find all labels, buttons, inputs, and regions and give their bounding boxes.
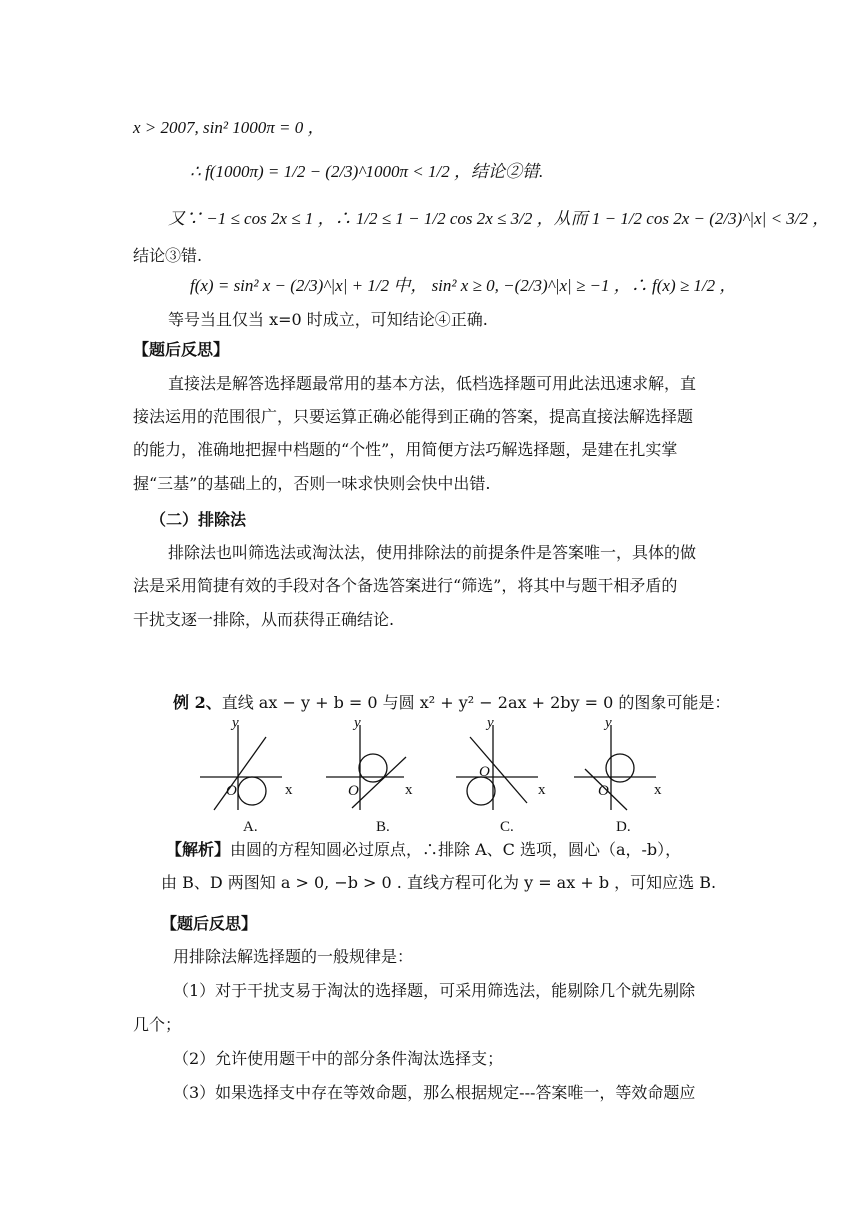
figure-a xyxy=(200,725,282,810)
solution-text: 由圆的方程知圆必过原点，∴排除 A、C 选项，圆心（a，-b）， xyxy=(230,840,682,859)
math-line-6: 等号当且仅当 x=0 时成立，可知结论④正确. xyxy=(168,310,488,329)
math-line-1: x > 2007, sin² 1000π = 0 ， xyxy=(133,118,325,137)
math-line-2: ∴ f(1000π) = 1/2 − (2/3)^1000π < 1/2 ，结论②错. xyxy=(190,162,544,181)
rule-3: （3）如果选择支中存在等效命题，那么根据规定---答案唯一，等效命题应 xyxy=(173,1083,696,1102)
solution-label: 【解析】 xyxy=(166,840,231,859)
x-axis-label: x xyxy=(654,782,662,798)
solution-line-2: 由 B、D 两图知 a > 0, −b > 0 . 直线方程可化为 y = ax + b ，可知应选 B. xyxy=(161,873,717,892)
paragraph-line: 接法运用的范围很广，只要运算正确必能得到正确的答案，提高直接法解选择题 xyxy=(133,407,694,426)
origin-label: O xyxy=(226,783,237,799)
heading-reflection-1: 【题后反思】 xyxy=(133,340,230,359)
solution-line-1 xyxy=(166,838,681,862)
figure-d xyxy=(574,725,656,810)
origin-label: O xyxy=(598,783,609,799)
y-axis-label: y xyxy=(487,715,494,731)
figure-c xyxy=(456,725,538,810)
math-line-4: 结论③错. xyxy=(133,246,203,265)
origin-label: O xyxy=(479,764,490,780)
paragraph-line: 直接法是解答选择题最常用的基本方法，低档选择题可用此法迅速求解，直 xyxy=(168,374,697,393)
x-axis-label: x xyxy=(285,782,293,798)
x-axis-label: x xyxy=(405,782,413,798)
rule-1: （1）对于干扰支易于淘汰的选择题，可采用筛选法，能剔除几个就先剔除 xyxy=(173,981,696,1000)
origin-label: O xyxy=(348,783,359,799)
x-axis-label: x xyxy=(538,782,546,798)
option-label: D. xyxy=(616,819,631,835)
math-line-3: 又∵ −1 ≤ cos 2x ≤ 1 ，∴ 1/2 ≤ 1 − 1/2 cos 2x ≤ 3/2 ，从而 1 − 1/2 cos 2x − (2/3)^|x| < 3/2 ， xyxy=(168,209,830,228)
y-axis-label: y xyxy=(605,715,612,731)
example-label: 例 2、 xyxy=(173,693,222,712)
option-label: C. xyxy=(500,819,514,835)
figure-b xyxy=(326,725,406,810)
rule-1-cont: 几个； xyxy=(133,1015,182,1034)
heading-reflection-2: 【题后反思】 xyxy=(161,914,258,933)
y-axis-label: y xyxy=(354,715,361,731)
y-axis-label: y xyxy=(232,715,239,731)
option-label: B. xyxy=(376,819,390,835)
option-label: A. xyxy=(243,819,258,835)
paragraph-line: 的能力，准确地把握中档题的“个性”，用简便方法巧解选择题，是建在扎实掌 xyxy=(133,440,678,459)
paragraph-line: 排除法也叫筛选法或淘汰法，使用排除法的前提条件是答案唯一，具体的做 xyxy=(168,543,697,562)
paragraph-line: 握“三基”的基础上的，否则一味求快则会快中出错. xyxy=(133,474,491,493)
paragraph-line: 法是采用简捷有效的手段对各个备选答案进行“筛选”，将其中与题干相矛盾的 xyxy=(133,576,678,595)
section-heading-elimination: （二）排除法 xyxy=(150,510,247,529)
math-line-5: f(x) = sin² x − (2/3)^|x| + 1/2 中， sin² x ≥ 0, −(2/3)^|x| ≥ −1 ，∴ f(x) ≥ 1/2 ， xyxy=(190,276,737,295)
example-text: 直线 ax − y + b = 0 与圆 x² + y² − 2ax + 2by = 0 的图象可能是： xyxy=(221,693,731,712)
rule-2: （2）允许使用题干中的部分条件淘汰选择支； xyxy=(173,1049,504,1068)
paragraph-line: 用排除法解选择题的一般规律是： xyxy=(173,947,414,966)
paragraph-line: 干扰支逐一排除，从而获得正确结论. xyxy=(133,610,395,629)
